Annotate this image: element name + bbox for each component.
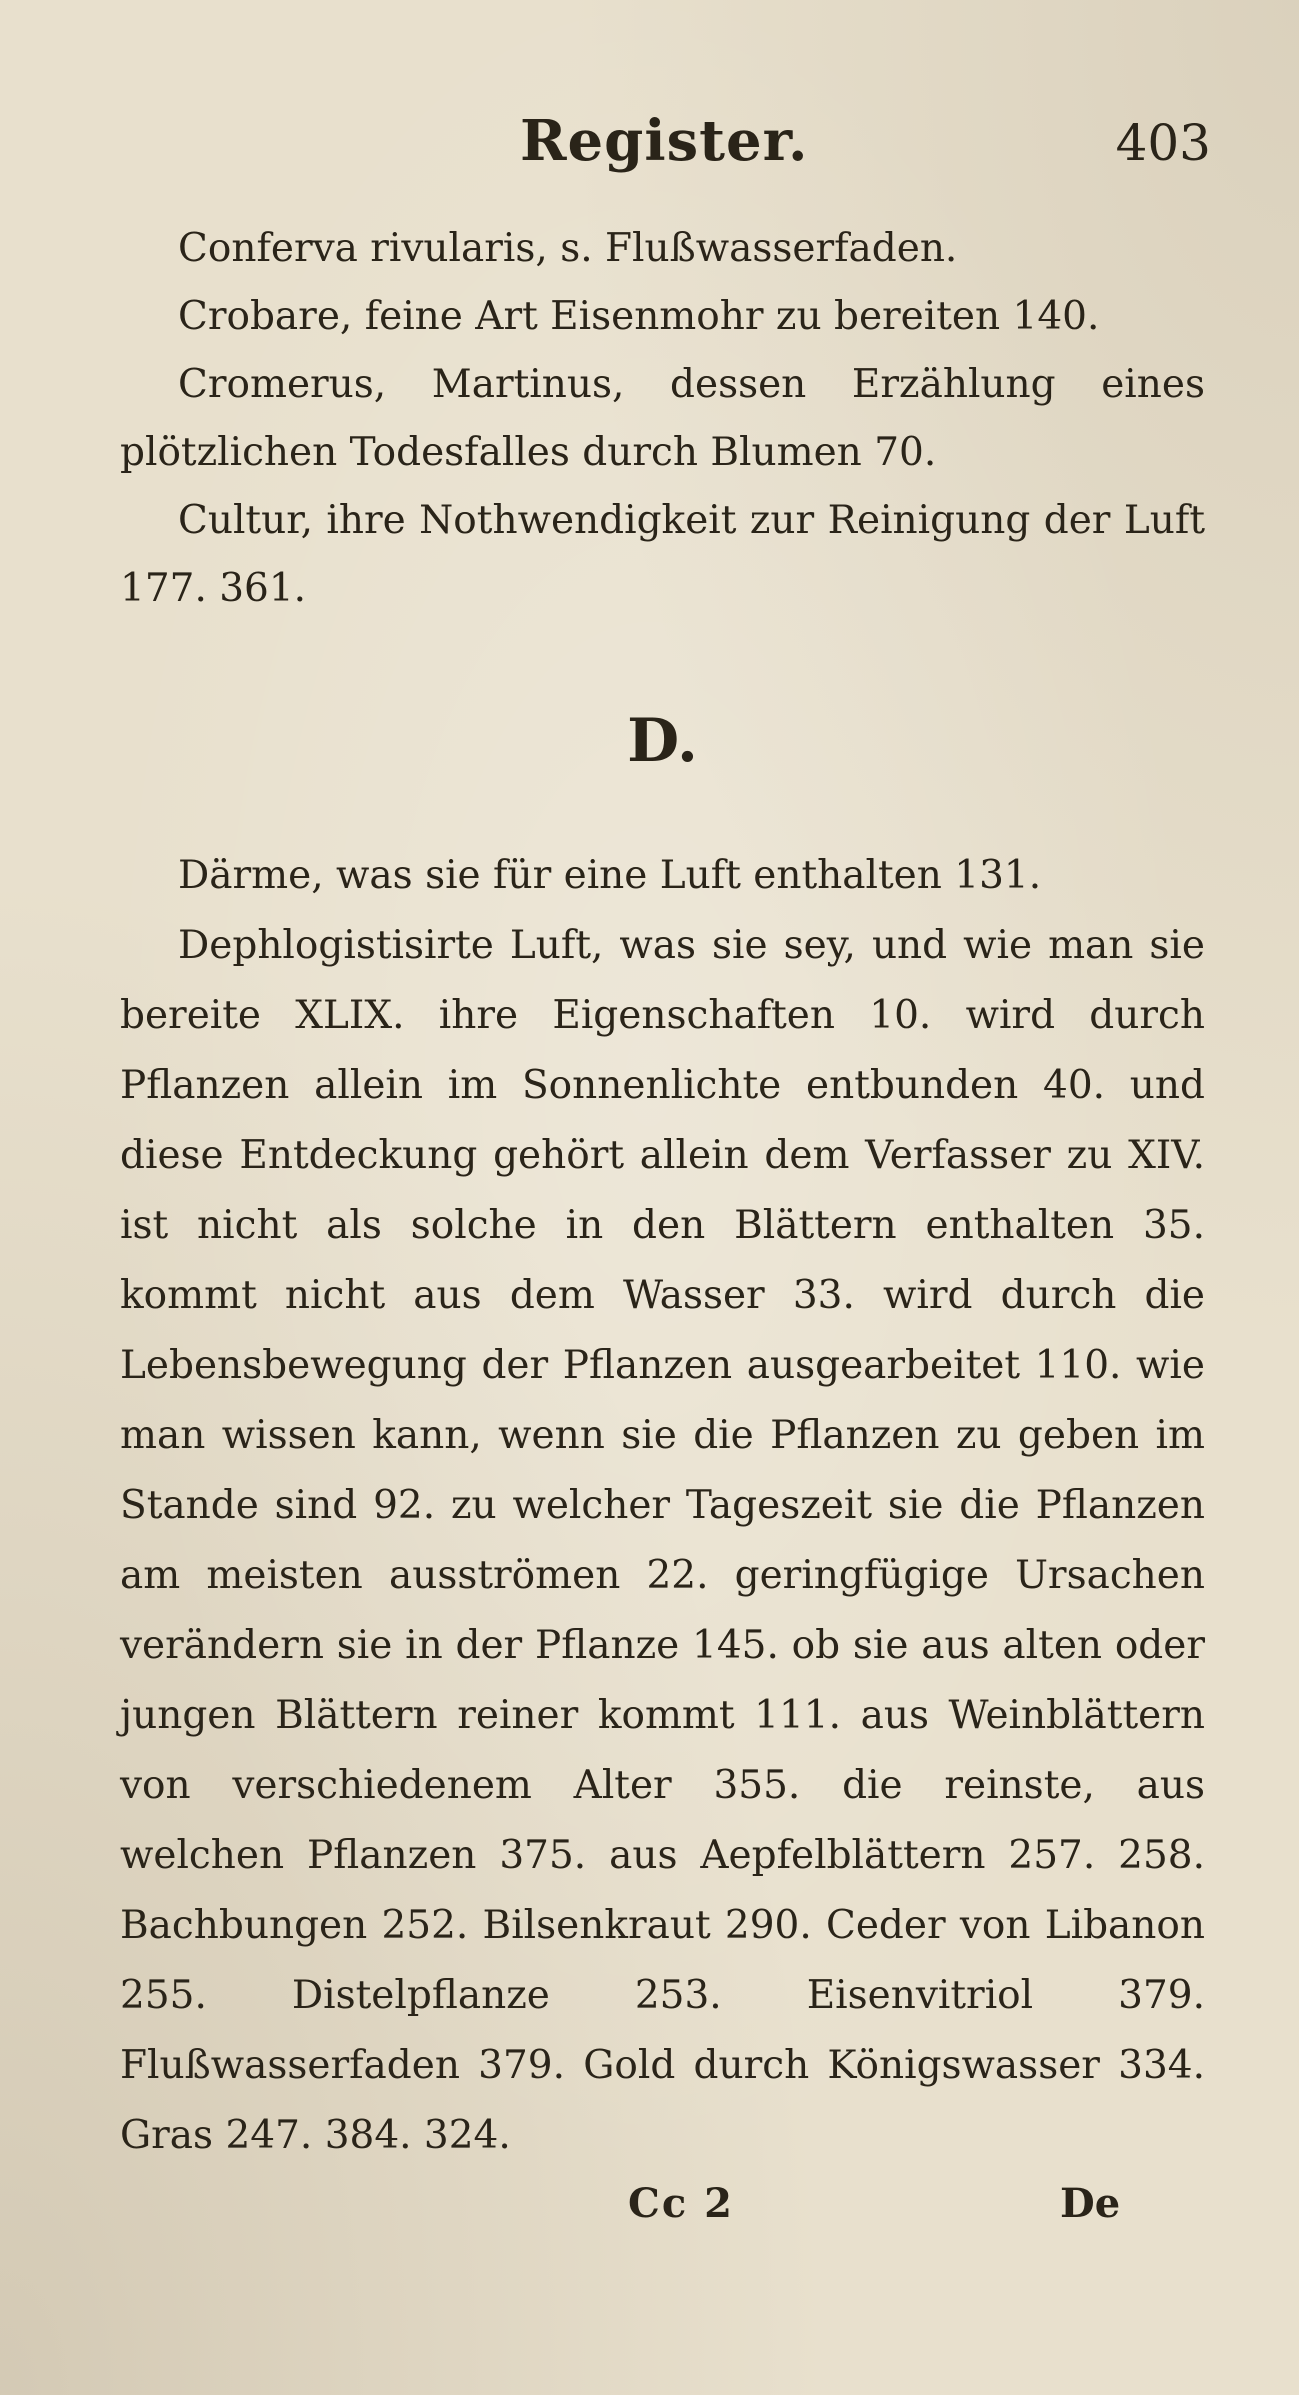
register-entries — [120, 215, 1205, 2171]
register-entry: Crobare, feine Art Eisenmohr zu bereiten 140. — [178, 294, 1100, 339]
catchword: De — [1060, 2180, 1121, 2227]
register-entry: Conferva rivularis, s. Flußwasserfaden. — [178, 226, 958, 271]
page-number: 403 — [1115, 114, 1211, 172]
register-entry: Därme, was sie für eine Luft enthalten 131. — [178, 853, 1042, 898]
page-footer — [0, 2180, 1299, 2250]
section-letter-heading: D. — [627, 706, 698, 776]
page-header — [0, 108, 1299, 188]
running-title: Register. — [520, 108, 809, 174]
register-entry: Cultur, ihre Nothwendigkeit zur Reinigung der Luft 177. 361. — [120, 498, 1205, 611]
section-d-entries — [120, 841, 1205, 2171]
printer-signature: Cc 2 — [628, 2180, 734, 2227]
register-entry: Dephlogistisirte Luft, was sie sey, und wie man sie bereite XLIX. ihre Eigenschaften 10. wird durch Pflanzen allein im Sonnenlichte entbunden 40. und diese Entdeckung gehört allein dem Verfasser zu XIV. ist nicht als solche in den Blättern enthalten 35. kommt nicht aus dem Wasser 33. wird durch die Lebensbewegung der Pflanzen ausgearbeitet 110. wie man wissen kann, wenn sie die Pflanzen zu geben im Stande sind 92. zu welcher Tageszeit sie die Pflanzen am meisten ausströmen 22. geringfügige Ursachen verändern sie in der Pflanze 145. ob sie aus alten oder jungen Blättern reiner kommt 111. aus Weinblättern von verschiedenem Alter 355. die reinste, aus welchen Pflanzen 375. aus Aepfelblättern 257. 258. Bachbungen 252. Bilsenkraut 290. Ceder von Libanon 255. Distelpflanze 253. Eisenvitriol 379. Flußwasserfaden 379. Gold durch Königswasser 334. Gras 247. 384. 324. — [120, 923, 1205, 2158]
register-entry: Cromerus, Martinus, dessen Erzählung eines plötzlichen Todesfalles durch Blumen 70. — [120, 362, 1205, 475]
